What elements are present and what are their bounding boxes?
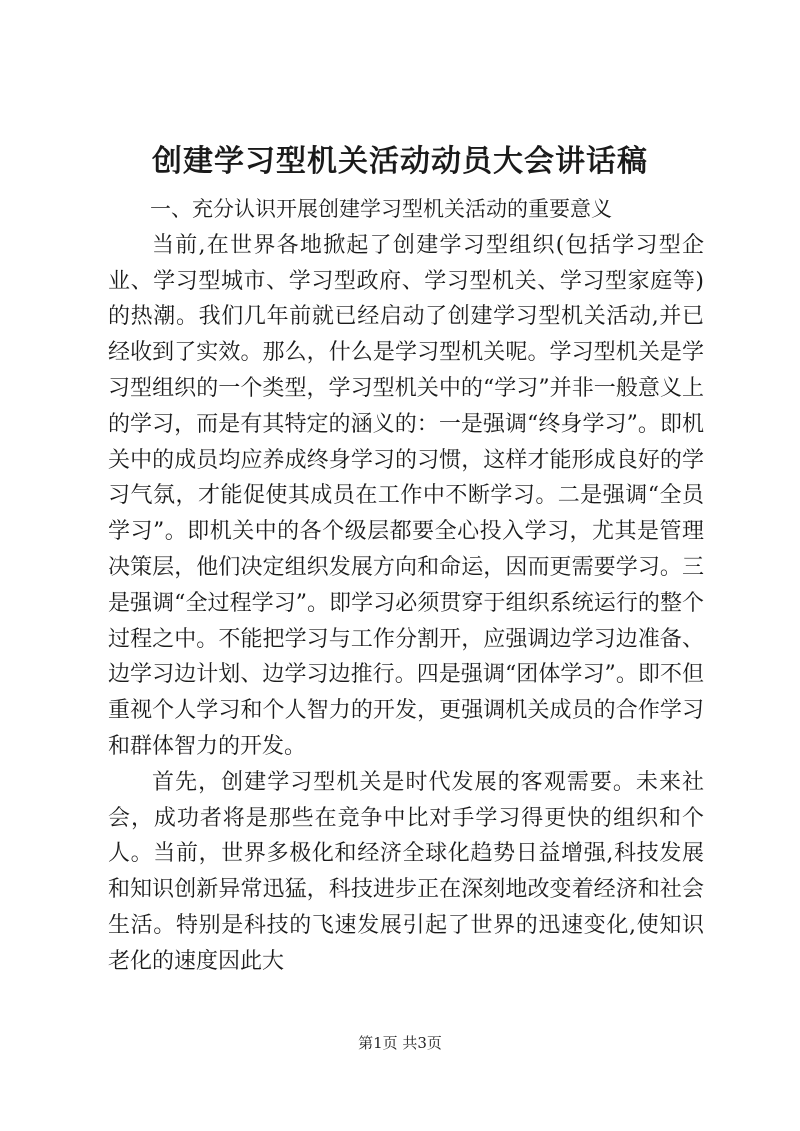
page-indicator: 第1页 共3页 [358,1034,442,1052]
paragraph-2: 首先，创建学习型机关是时代发展的客观需要。未来社会，成功者将是那些在竞争中比对手学习得更快的组织和个人。当前，世界多极化和经济全球化趋势日益增强,科技发展和知识创新异常迅猛，科技进步正在深刻地改变着经济和社会生活。特别是科技的飞速发展引起了世界的迅速变化,使知识老化的速度因此大 [108,769,704,974]
document-body [108,192,704,980]
document-title: 创建学习型机关活动动员大会讲话稿 [152,144,648,179]
section-heading: 一、充分认识开展创建学习型机关活动的重要意义 [150,197,612,221]
paragraph-1: 当前,在世界各地掀起了创建学习型组织(包括学习型企业、学习型城市、学习型政府、学习型机关、学习型家庭等)的热潮。我们几年前就已经启动了创建学习型机关活动,并已经收到了实效。那么，什么是学习型机关呢。学习型机关是学习型组织的一个类型，学习型机关中的“学习”并非一般意义上的学习，而是有其特定的涵义的：一是强调“终身学习”。即机关中的成员均应养成终身学习的习惯，这样才能形成良好的学习气氛，才能促使其成员在工作中不断学习。二是强调“全员学习”。即机关中的各个级层都要全心投入学习，尤其是管理决策层，他们决定组织发展方向和命运，因而更需要学习。三是强调“全过程学习”。即学习必须贯穿于组织系统运行的整个过程之中。不能把学习与工作分割开，应强调边学习边准备、边学习边计划、边学习边推行。四是强调“团体学习”。即不但重视个人学习和个人智力的开发，更强调机关成员的合作学习和群体智力的开发。 [108,232,704,759]
